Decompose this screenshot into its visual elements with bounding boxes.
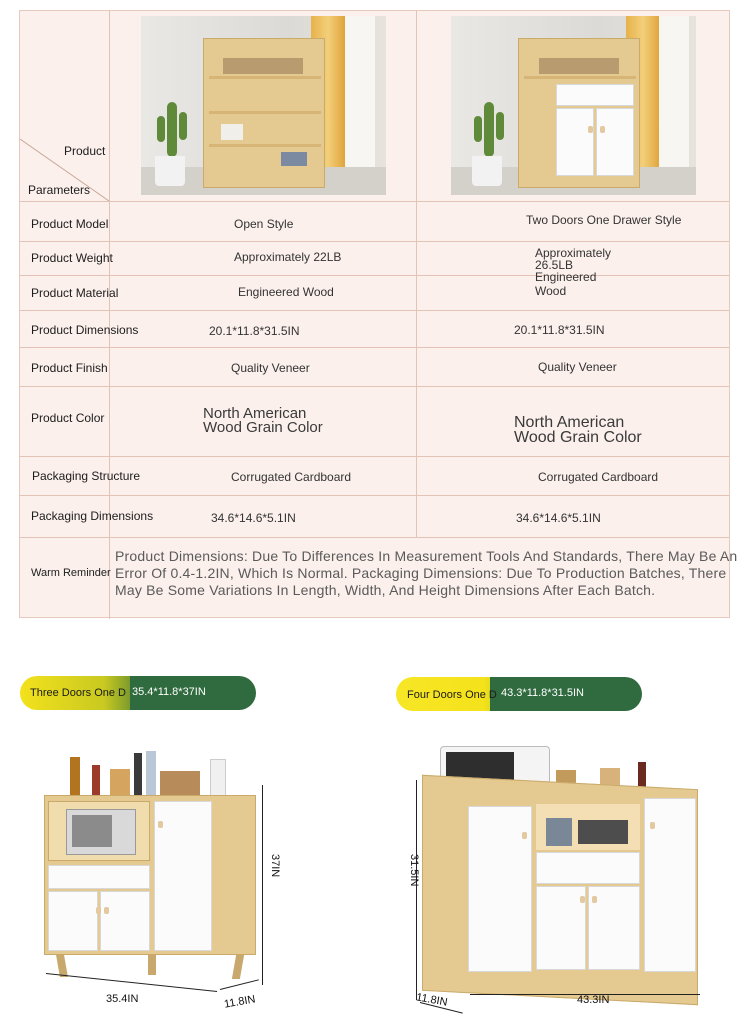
row-divider xyxy=(20,241,729,242)
row-label-warm-reminder: Warm Reminder xyxy=(31,567,111,579)
cabinet-three-doors-illustration xyxy=(40,745,265,1000)
four-doors-depth-label: 11.8IN xyxy=(415,991,449,1009)
three-doors-depth-label: 11.8IN xyxy=(223,993,257,1011)
four-doors-height-label: 31.5IN xyxy=(408,854,420,887)
row-label-product-weight: Product Weight xyxy=(31,251,113,265)
two-door-color-line: North American xyxy=(514,414,625,431)
two-door-packaging-structure: Corrugated Cardboard xyxy=(538,470,659,484)
variant-pill-size: 35.4*11.8*37IN xyxy=(132,686,206,698)
two-door-packaging-dimensions: 34.6*14.6*5.1IN xyxy=(516,511,601,525)
two-door-weight-line: Approximately xyxy=(535,246,612,260)
four-doors-width-label: 43.3IN xyxy=(577,994,610,1006)
row-divider xyxy=(20,310,729,311)
variant-pill-size: 43.3*11.8*31.5IN xyxy=(501,687,584,699)
row-divider xyxy=(20,537,729,538)
warm-reminder-text: Product Dimensions: Due To Differences In Measurement Tools And Standards, There May Be An Error Of 0.4-1.2IN, Which Is Normal. Packaging Dimensions: Due To Production Batches, There May Be Some Variations In Length, Width, And Height Dimensions After Each Batch. xyxy=(115,548,738,598)
header-diagonal xyxy=(20,11,110,201)
variant-pill-three-doors xyxy=(20,676,256,710)
row-label-product-dimensions: Product Dimensions xyxy=(31,323,139,337)
product-photo-open-style xyxy=(141,16,386,195)
row-divider xyxy=(20,495,729,496)
two-door-weight-line: Wood xyxy=(535,284,567,298)
two-door-color xyxy=(514,415,642,445)
open-style-model: Open Style xyxy=(234,217,294,231)
two-door-model: Two Doors One Drawer Style xyxy=(526,213,682,227)
row-divider xyxy=(20,201,729,202)
open-style-color-line: Wood Grain Color xyxy=(203,419,323,436)
row-label-product-color: Product Color xyxy=(31,411,105,425)
two-door-finish: Quality Veneer xyxy=(538,360,617,374)
open-style-color xyxy=(203,407,323,435)
row-label-product-finish: Product Finish xyxy=(31,361,108,375)
open-style-packaging-structure: Corrugated Cardboard xyxy=(231,470,352,484)
header-label-product: Product xyxy=(64,144,106,158)
open-style-dimensions: 20.1*11.8*31.5IN xyxy=(209,324,300,338)
two-door-dimensions: 20.1*11.8*31.5IN xyxy=(514,323,605,337)
variant-pill-name: Four Doors One D xyxy=(407,689,497,701)
two-door-color-line: Wood Grain Color xyxy=(514,429,642,446)
two-door-weight-material xyxy=(535,247,611,297)
open-style-weight: Approximately 22LB xyxy=(234,250,342,264)
variant-pill-four-doors xyxy=(396,677,642,711)
cabinet-four-doors-illustration xyxy=(410,740,710,1010)
spec-table xyxy=(19,10,738,618)
column-divider xyxy=(416,11,417,537)
row-divider xyxy=(20,386,729,387)
two-door-weight-line: Engineered xyxy=(535,270,597,284)
header-label-parameters: Parameters xyxy=(28,183,91,197)
open-style-packaging-dimensions: 34.6*14.6*5.1IN xyxy=(211,511,296,525)
three-doors-height-label: 37IN xyxy=(269,854,281,878)
two-door-weight-line: 26.5LB xyxy=(535,258,574,272)
product-photo-two-door-style xyxy=(451,16,696,195)
open-style-finish: Quality Veneer xyxy=(231,361,310,375)
row-divider xyxy=(20,347,729,348)
open-style-color-line: North American xyxy=(203,405,307,422)
three-doors-width-label: 35.4IN xyxy=(106,993,139,1005)
row-label-packaging-structure: Packaging Structure xyxy=(32,469,141,483)
open-style-material: Engineered Wood xyxy=(238,285,334,299)
row-label-packaging-dimensions: Packaging Dimensions xyxy=(31,509,154,523)
row-divider xyxy=(20,275,729,276)
variant-pill-name: Three Doors One D xyxy=(30,687,126,699)
row-label-product-model: Product Model xyxy=(31,217,109,231)
row-divider xyxy=(20,456,729,457)
row-label-product-material: Product Material xyxy=(31,286,119,300)
